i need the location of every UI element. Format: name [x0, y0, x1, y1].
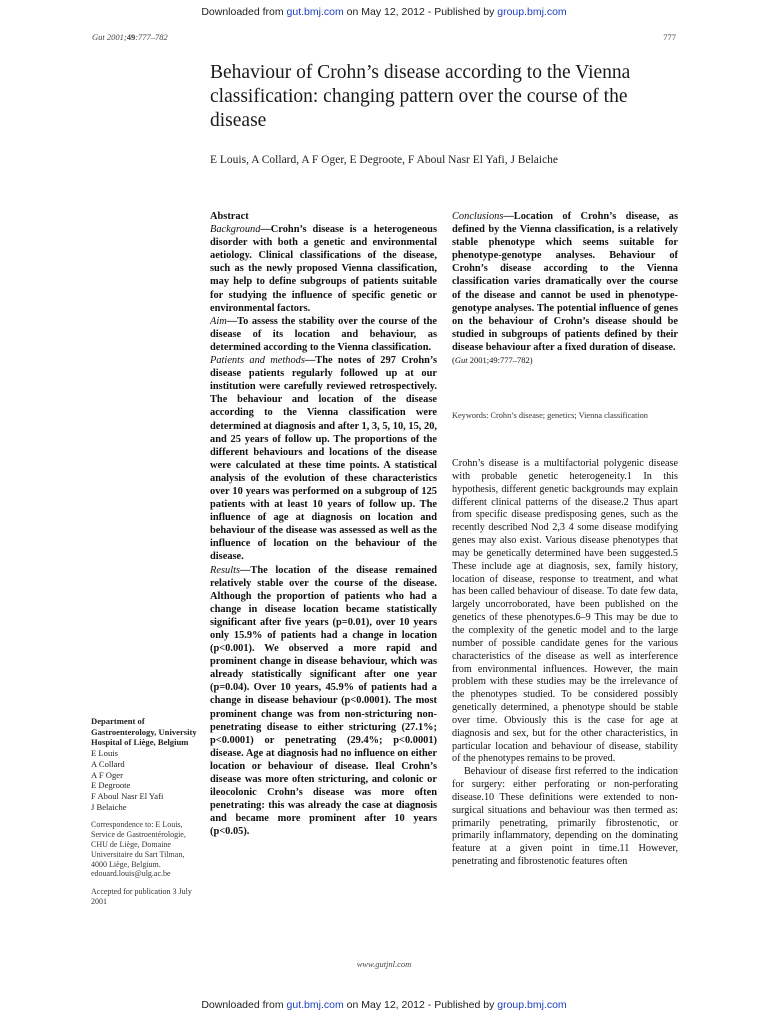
results-text: —The location of the disease remained relatively stable over the course of the disease. Although the proportion of patients who had a change in disease location became statistically significant after five years (p=0.01), over 10 years only 15.9% of patients had a change in location (p<0.001). We observed a more rapid and prominent change in disease behaviour, which was already statistically significant after one year (p=0.04). Over 10 years, 45.9% of patients had a change in disease behaviour (p<0.0001). The most prominent change was from non-stricturing non-penetrating disease to either stricturing (27.1%; p<0.0001) or penetrating (29.4%; p<0.0001) disease. Age at diagnosis had no influence on either location or behaviour of disease. Ileal Crohn’s disease was more often stricturing, and colonic or ileocolonic Crohn’s disease was more often penetrating: this was already the case at diagnosis and became more prominent after 10 years (p<0.05).	[210, 564, 437, 838]
group-bmj-link[interactable]: group.bmj.com	[497, 6, 567, 18]
article-title: Behaviour of Crohn’s disease according to the Vienna classification: changing pattern over the course of the disease	[210, 62, 631, 131]
gut-bmj-link[interactable]: gut.bmj.com	[286, 999, 344, 1011]
abstract-results	[210, 564, 437, 839]
intro-paragraph-2: Behaviour of disease first referred to the indication for surgery: either perforating or non-perforating disease.10 These definitions were extended to non-surgical situations and behaviour was then termed as: primarily penetrating, primarily fibrostenotic, or primarily inflammatory, depending on the dominating feature at a given point in time.11 However, penetrating and fibrostenotic features often	[452, 766, 678, 868]
introduction-column	[452, 458, 678, 869]
group-bmj-link[interactable]: group.bmj.com	[497, 999, 567, 1011]
download-banner-bottom	[0, 999, 768, 1011]
author-list: E Louis, A Collard, A F Oger, E Degroote, F Aboul Nasr El Yafi, J Belaiche	[210, 154, 559, 166]
author-names	[91, 748, 201, 812]
journal-pages: :777–782	[135, 32, 168, 42]
journal-reference	[92, 32, 168, 42]
banner-middle: on May 12, 2012 - Published by	[343, 999, 498, 1011]
accepted-date: Accepted for publication 3 July 2001	[91, 887, 192, 906]
methods-text: —The notes of 297 Crohn’s disease patients regularly followed up at our institution were carefully reviewed retrospectively. The behaviour and location of the disease according to the Vienna classification were determined at diagnosis and after 1, 3, 5, 10, 15, 20, and 25 years of follow up. The proportions of the different behaviours and locations of the disease were calculated at these time points. A statistical analysis of the evolution of these characteristics over 10 years was performed on a subgroup of 125 patients with at least 10 years of follow up. The influence of age at diagnosis on location and behaviour of the disease was assessed as well as the influence of location on the behaviour of the disease.	[210, 355, 438, 563]
abstract-citation	[452, 354, 678, 367]
journal-name: Gut	[92, 32, 105, 42]
cite-rest: 2001;49:777–782)	[467, 355, 533, 366]
author-name: E Louis	[91, 748, 118, 759]
page-number: 777	[663, 32, 676, 42]
affiliation-sidebar	[91, 716, 201, 907]
cite-journal: Gut	[454, 355, 468, 366]
abstract-heading: Abstract	[210, 211, 249, 222]
intro-paragraph-1: Crohn’s disease is a multifactorial polygenic disease with probable genetic heterogeneity.1 In this hypothesis, different genetic backgrounds may explain different clinical patterns of the disease.2 Thus apart from specific disease predisposing genes, such as the recently described Nod 2,3 4 some disease modifying genes may also exist. Various disease phenotypes that may be genetically determined have been suggested.5 These include age at diagnosis, sex, family history, location of disease, response to treatment, and what has been called behaviour of disease. To date few data, largely uncorroborated, have been published on the genetics of these phenotypes.6–9 This may be due to the complexity of the genetic model and to the large number of possible candidate genes for the various characteristics of the disease as well as interference from environmental influences. However, the main problem with these studies may be the irrelevance of the phenotypes studied. To be considered possibly genetically determined, a phenotype should be stable over time. Obviously this is the case for age at diagnosis and sex, but for the other characteristics, in particular location and behaviour of disease, stability of the phenotypes remains to be proved.	[452, 458, 678, 765]
keywords: Keywords: Crohn’s disease; genetics; Vienna classification	[452, 411, 648, 420]
gut-bmj-link[interactable]: gut.bmj.com	[286, 6, 344, 18]
author-name: F Aboul Nasr El Yafi	[91, 790, 164, 801]
journal-year: 2001;	[104, 32, 127, 42]
author-name: J Belaiche	[91, 801, 127, 812]
download-banner-top	[0, 6, 768, 18]
abstract-conclusions	[452, 210, 678, 354]
background-text: —Crohn’s disease is a heterogeneous disorder with both a genetic and environmental aetiology. Clinical classifications of the disease, such as the newly proposed Vienna classification, may help to define subgroups of patients suitable for studying the influence of specific genetic or environmental factors.	[210, 224, 437, 314]
correspondence: Correspondence to: E Louis, Service de Gastroentérologie, CHU de Liège, Domaine Universitaire du Sart Tilman, 4000 Liège, Belgium. edouard.louis@ulg.ac.be	[91, 820, 186, 879]
banner-prefix: Downloaded from	[201, 999, 287, 1011]
results-label: Results	[210, 564, 241, 576]
abstract-background	[210, 223, 437, 315]
cite-prefix: (	[452, 355, 455, 366]
abstract-left-column	[210, 210, 437, 839]
author-name: E Degroote	[91, 780, 131, 791]
department: Department of Gastroenterology, University Hospital of Liège, Belgium	[91, 716, 197, 748]
abstract-right-column	[452, 210, 678, 367]
journal-volume: 49	[126, 32, 136, 42]
aim-label: Aim	[210, 315, 227, 327]
aim-text: —To assess the stability over the course of the disease of its location and behaviour, as determined according to the Vienna classification.	[210, 315, 437, 353]
author-name: A F Oger	[91, 769, 123, 780]
conclusions-label: Conclusions	[452, 211, 504, 222]
banner-middle: on May 12, 2012 - Published by	[343, 6, 498, 18]
conclusions-text: —Location of Crohn’s disease, as defined by the Vienna classification, is a relatively stable phenotype which seems suitable for phenotype-genotype analyses. Behaviour of Crohn’s disease according to the Vienna classification varies dramatically over the course of the disease and cannot be used in phenotype-genotype analyses. The potential influence of genes on the behaviour of Crohn’s disease should be studied in subgroups of patients defined by their disease behaviour after a fixed duration of disease.	[452, 211, 678, 353]
methods-label: Patients and methods	[210, 355, 305, 367]
background-label: Background	[210, 224, 261, 236]
banner-prefix: Downloaded from	[201, 6, 287, 18]
abstract-methods	[210, 354, 437, 564]
journal-url: www.gutjnl.com	[356, 959, 412, 969]
author-name: A Collard	[91, 758, 125, 769]
abstract-aim	[210, 315, 437, 354]
